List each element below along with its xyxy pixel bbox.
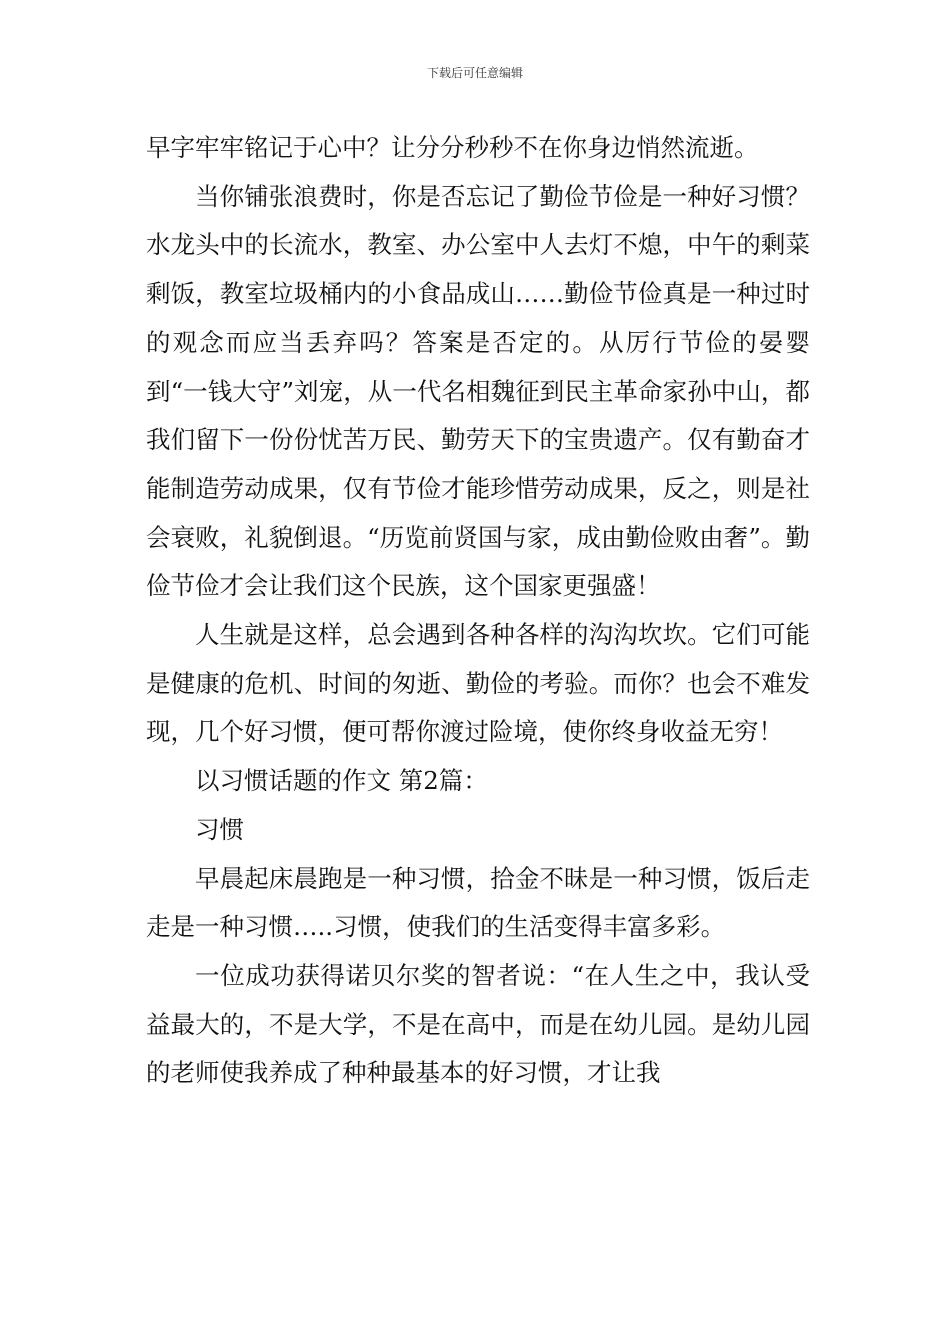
- paragraph-1: 早字牢牢铭记于心中？让分分秒秒不在你身边悄然流逝。: [146, 133, 759, 162]
- page-header: 下载后可任意编辑: [426, 66, 523, 80]
- paragraph-5: 一位成功获得诺贝尔奖的智者说：“在人生之中，我认受益最大的，不是大学，不是在高中，而是在幼儿园。是幼儿园的老师使我养成了种种最基本的好习惯，才让我: [146, 960, 810, 1088]
- paragraph-2: 当你铺张浪费时，你是否忘记了勤俭节俭是一种好习惯？水龙头中的长流水，教室、办公室中人去灯不熄，中午的剩菜剩饭，教室垃圾桶内的小食品成山……勤俭节俭真是一种过时的观念而应当丢弃吗？答案是否定的。从厉行节俭的晏婴到“一钱大守”刘宠，从一代名相魏征到民主革命家孙中山，都我们留下一份份忧苦万民、勤劳天下的宝贵遗产。仅有勤奋才能制造劳动成果，仅有节俭才能珍惜劳动成果，反之，则是社会衰败，礼貌倒退。“历览前贤国与家，成由勤俭败由奢”。勤俭节俭才会让我们这个民族，这个国家更强盛！: [146, 181, 810, 601]
- paragraph-3: 人生就是这样，总会遇到各种各样的沟沟坎坎。它们可能是健康的危机、时间的匆逝、勤俭的考验。而你？也会不难发现，几个好习惯，便可帮你渡过险境，使你终身收益无穷！: [146, 620, 810, 747]
- paragraph-4: 早晨起床晨跑是一种习惯，拾金不昧是一种习惯，饭后走走是一种习惯…..习惯，使我们的生活变得丰富多彩。: [146, 863, 810, 942]
- essay-title: 习惯: [195, 814, 244, 844]
- essay-heading: 以习惯话题的作文 第2篇：: [195, 766, 488, 796]
- document-body: [146, 124, 810, 1098]
